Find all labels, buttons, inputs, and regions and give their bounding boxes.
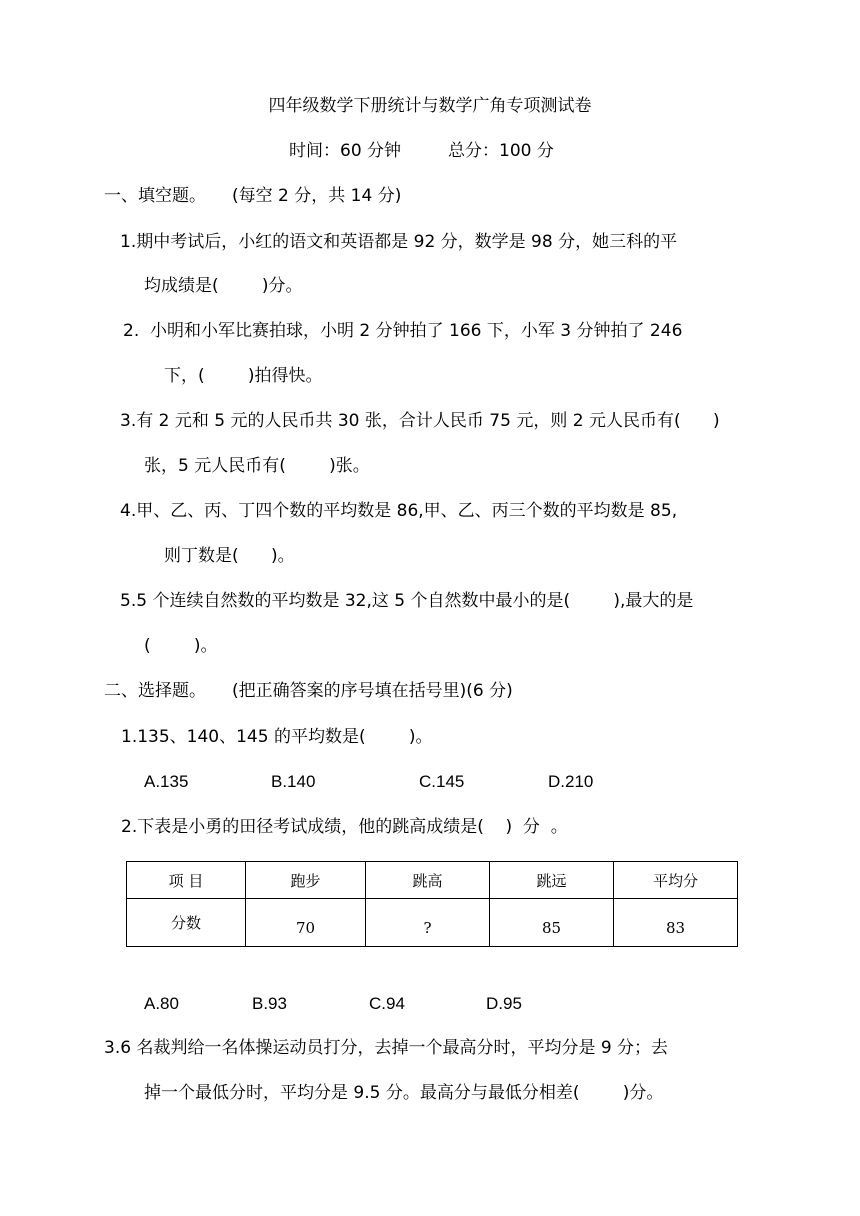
s2-q1-text: 1.135、140、145 的平均数是( )。 xyxy=(121,727,433,747)
table-header-running: 跑步 xyxy=(246,862,366,899)
score-table xyxy=(126,861,738,947)
s1-q4-line1: 4.甲、乙、丙、丁四个数的平均数是 86,甲、乙、丙三个数的平均数是 85, xyxy=(120,501,678,521)
exam-total-score: 总分：100 分 xyxy=(448,141,554,161)
s2-q2-option-a: A.80 xyxy=(144,994,179,1013)
table-header-long-jump: 跳远 xyxy=(490,862,614,899)
s1-q5-line1: 5.5 个连续自然数的平均数是 32,这 5 个自然数中最小的是( ),最大的是 xyxy=(120,591,694,611)
table-cell-average: 83 xyxy=(614,899,738,947)
s2-q1-option-c: C.145 xyxy=(419,772,465,791)
s2-q3-line2: 掉一个最低分时，平均分是 9.5 分。最高分与最低分相差( )分。 xyxy=(144,1083,664,1103)
table-cell-running: 70 xyxy=(246,899,366,947)
s2-q1-option-a: A.135 xyxy=(144,772,189,791)
page-title: 四年级数学下册统计与数学广角专项测试卷 xyxy=(268,96,592,116)
score-table-header-row xyxy=(127,862,738,899)
section1-note: (每空 2 分，共 14 分) xyxy=(232,186,402,206)
table-header-high-jump: 跳高 xyxy=(366,862,490,899)
s1-q3-line2: 张，5 元人民币有( )张。 xyxy=(144,456,370,476)
s2-q2-option-b: B.93 xyxy=(252,994,287,1013)
s2-q3-line1: 3.6 名裁判给一名体操运动员打分，去掉一个最高分时，平均分是 9 分；去 xyxy=(104,1038,669,1058)
table-cell-score-label: 分数 xyxy=(127,899,246,947)
s1-q2-line1: 2. 小明和小军比赛拍球，小明 2 分钟拍了 166 下，小军 3 分钟拍了 246 xyxy=(123,321,683,341)
s2-q1-option-b: B.140 xyxy=(271,772,316,791)
exam-time: 时间：60 分钟 xyxy=(289,141,402,161)
section2-heading: 二、选择题。 xyxy=(104,681,206,701)
s1-q3-line1: 3.有 2 元和 5 元的人民币共 30 张，合计人民币 75 元，则 2 元人民币有( ) xyxy=(120,411,720,431)
s2-q2-option-c: C.94 xyxy=(369,994,405,1013)
table-cell-high-jump: ? xyxy=(366,899,490,947)
section1-heading: 一、填空题。 xyxy=(104,186,206,206)
s1-q2-line2: 下，( )拍得快。 xyxy=(164,366,323,386)
s2-q2-option-d: D.95 xyxy=(486,994,522,1013)
s1-q4-line2: 则丁数是( )。 xyxy=(164,546,295,566)
s1-q1-line1: 1.期中考试后，小红的语文和英语都是 92 分，数学是 98 分，她三科的平 xyxy=(120,232,678,252)
score-table-row xyxy=(127,899,738,947)
table-header-item: 项 目 xyxy=(127,862,246,899)
s2-q2-text: 2.下表是小勇的田径考试成绩，他的跳高成绩是( ) 分 。 xyxy=(121,817,568,837)
table-cell-long-jump: 85 xyxy=(490,899,614,947)
s1-q5-line2: ( )。 xyxy=(144,636,218,656)
section2-note: (把正确答案的序号填在括号里)(6 分) xyxy=(232,681,513,701)
s1-q1-line2: 均成绩是( )分。 xyxy=(144,276,303,296)
table-header-average: 平均分 xyxy=(614,862,738,899)
s2-q1-option-d: D.210 xyxy=(548,772,594,791)
